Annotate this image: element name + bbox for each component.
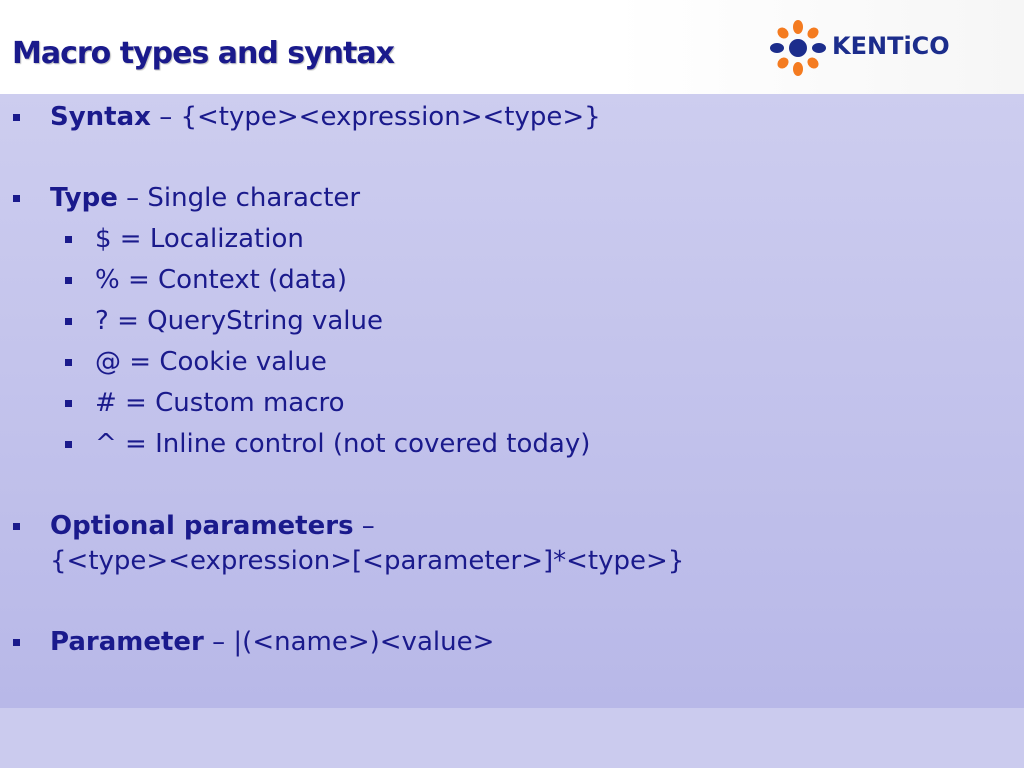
sub-bullet-marker	[65, 277, 72, 284]
syntax-label: Syntax	[50, 102, 151, 132]
bullet-optional-parameters	[50, 509, 375, 543]
bullet-marker	[13, 639, 20, 646]
sub-item: @ = Cookie value	[95, 347, 327, 377]
sub-item: ^ = Inline control (not covered today)	[95, 429, 591, 459]
parameter-label: Parameter	[50, 627, 204, 657]
slide-body	[0, 94, 1024, 708]
parameter-text: – |(<name>)<value>	[203, 627, 495, 657]
bullet-marker	[13, 523, 20, 530]
bullet-marker	[13, 195, 20, 202]
bullet-type	[50, 181, 360, 215]
optional-parameters-syntax: {<type><expression>[<parameter>]*<type>}	[50, 546, 685, 576]
sub-item: # = Custom macro	[95, 388, 345, 418]
sub-bullet-marker	[65, 400, 72, 407]
sub-bullet-marker	[65, 318, 72, 325]
type-label: Type	[50, 183, 118, 213]
optional-label: Optional parameters	[50, 511, 354, 541]
sub-bullet-marker	[65, 359, 72, 366]
slide-header	[0, 0, 1024, 94]
bullet-marker	[13, 114, 20, 121]
bullet-parameter	[50, 625, 494, 659]
sub-item: % = Context (data)	[95, 265, 347, 295]
sub-bullet-marker	[65, 236, 72, 243]
syntax-text: – {<type><expression><type>}	[150, 102, 601, 132]
sub-item: $ = Localization	[95, 224, 304, 254]
slide-title: Macro types and syntax	[12, 36, 394, 71]
kentico-logo	[768, 18, 988, 78]
optional-dash: –	[353, 511, 375, 541]
bullet-syntax	[50, 100, 601, 134]
logo-wordmark: KENTiCO	[832, 32, 950, 60]
sub-bullet-marker	[65, 441, 72, 448]
kentico-flower-icon	[768, 18, 828, 78]
type-text: – Single character	[117, 183, 361, 213]
sub-item: ? = QueryString value	[95, 306, 384, 336]
